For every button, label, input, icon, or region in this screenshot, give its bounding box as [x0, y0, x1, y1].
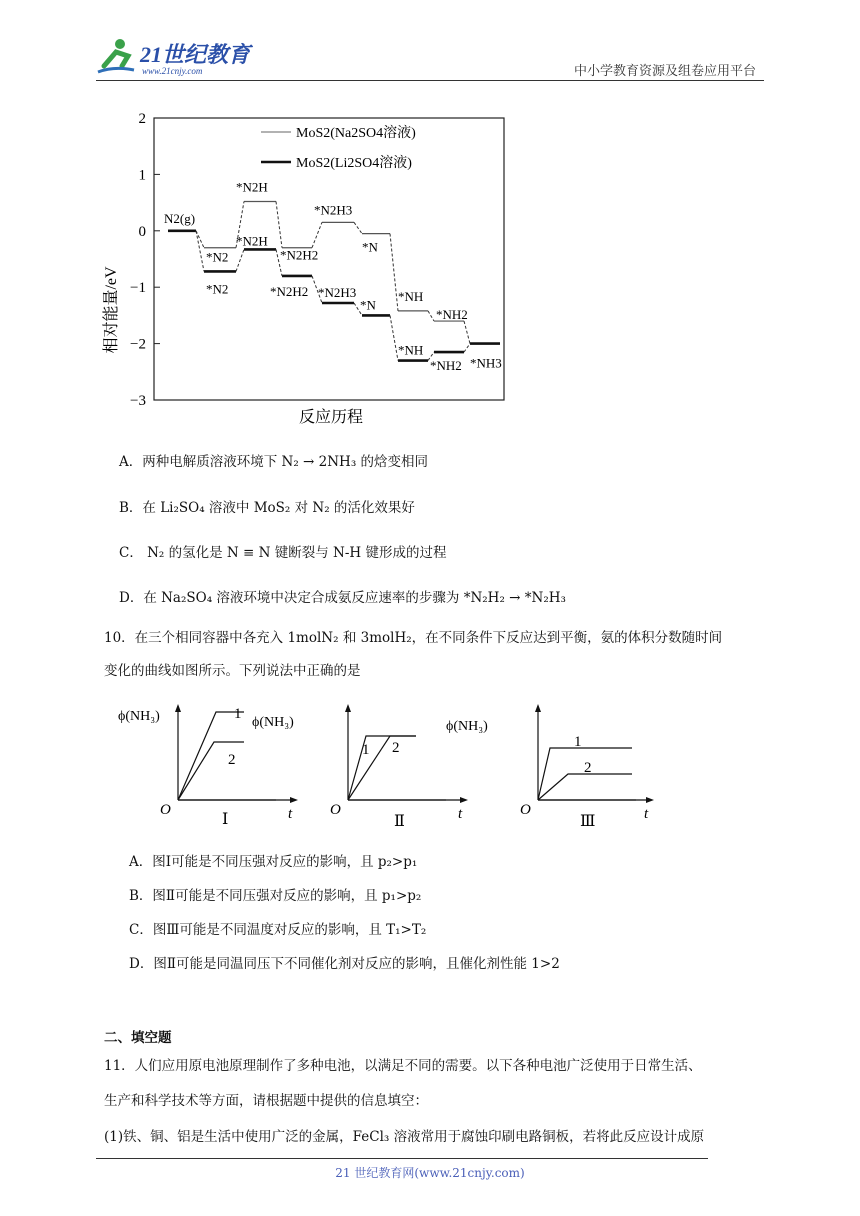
curve-2-label: 2 — [392, 740, 400, 756]
transition-line — [196, 231, 204, 272]
q10-option-d: D．图Ⅱ可能是同温同压下不同催化剂对反应的影响，且催化剂性能 1>2 — [129, 956, 560, 972]
logo-text: 21世纪教育 — [140, 42, 251, 67]
y-axis-arrow — [345, 704, 351, 712]
level-label: *N2H — [236, 179, 268, 195]
q10-option-b: B．图Ⅱ可能是不同压强对反应的影响，且 p₁>p₂ — [129, 888, 422, 904]
transition-line — [354, 222, 362, 233]
curve-2-label: 2 — [584, 760, 592, 776]
q9-option-b: B．在 Li₂SO₄ 溶液中 MoS₂ 对 N₂ 的活化效果好 — [119, 500, 415, 516]
q10-option-a: A．图Ⅰ可能是不同压强对反应的影响，且 p₂>p₁ — [129, 854, 418, 870]
curve-1-label: 1 — [362, 742, 370, 758]
x-axis-arrow — [460, 797, 468, 803]
level-label: *N2 — [206, 249, 229, 265]
level-label: *N2H2 — [280, 247, 319, 263]
y-axis-label: 相对能量/eV — [103, 266, 120, 354]
q10-stem-line1: 10．在三个相同容器中各充入 1molN₂ 和 3molH₂，在不同条件下反应达到平衡，氨的体积分数随时间 — [104, 630, 723, 646]
x-axis-arrow — [646, 797, 654, 803]
curve-2 — [178, 742, 244, 800]
level-label: *NH2 — [430, 358, 462, 374]
footer-link[interactable]: 21 世纪教育网(www.21cnjy.com) — [335, 1166, 525, 1180]
q11-line1: 11．人们应用原电池原理制作了多种电池，以满足不同的需要。以下各种电池广泛使用于日常生活、 — [104, 1058, 702, 1074]
level-label: *NH — [398, 342, 424, 358]
level-label: *N2H — [236, 233, 268, 249]
q10-graphs — [110, 698, 670, 838]
curve-1-label: 1 — [234, 706, 242, 722]
y-tick-label: 0 — [138, 223, 146, 240]
y-tick-label: −3 — [130, 393, 146, 409]
legend-entry: MoS2(Na2SO4溶液) — [296, 126, 416, 141]
x-axis-label: 反应历程 — [298, 409, 364, 426]
x-axis-arrow — [290, 797, 298, 803]
origin-label: O — [330, 802, 341, 818]
q9-option-a: A．两种电解质溶液环境下 N₂ → 2NH₃ 的焓变相同 — [119, 454, 429, 470]
transition-line — [390, 234, 398, 311]
transition-line — [196, 231, 204, 248]
section-heading: 二、填空题 — [104, 1030, 172, 1046]
transition-line — [428, 311, 434, 321]
graph-roman-label: Ⅲ — [580, 813, 596, 830]
level-label: *NH3 — [470, 355, 502, 371]
y-axis-arrow — [535, 704, 541, 712]
y-axis-label: ϕ(NH₃) — [118, 709, 160, 724]
energy-diagram — [96, 104, 516, 434]
origin-label: O — [520, 802, 531, 818]
y-tick-label: 2 — [138, 111, 146, 127]
q9-option-c: C． N₂ 的氢化是 N ≡ N 键断裂与 N-H 键形成的过程 — [119, 545, 447, 561]
x-axis-label: t — [644, 806, 649, 822]
q11-line2: 生产和科学技术等方面，请根据题中提供的信息填空： — [104, 1093, 428, 1109]
footer-divider — [96, 1158, 708, 1159]
legend-entry: MoS2(Li2SO4溶液) — [296, 156, 412, 171]
y-axis-label: ϕ(NH₃) — [252, 715, 294, 730]
x-axis-label: t — [288, 806, 293, 822]
header-platform-text: 中小学教育资源及组卷应用平台 — [573, 64, 756, 79]
q9-option-d: D．在 Na₂SO₄ 溶液环境中决定合成氨反应速率的步骤为 *N₂H₂ → *N₂H₃ — [119, 590, 566, 606]
level-label: N2(g) — [164, 210, 196, 226]
transition-line — [464, 344, 470, 352]
level-label: *N2H3 — [314, 202, 353, 218]
logo-url: www.21cnjy.com — [142, 66, 203, 76]
origin-label: O — [160, 802, 171, 818]
q11-line3: (1)铁、铜、铝是生活中使用广泛的金属，FeCl₃ 溶液常用于腐蚀印刷电路铜板，若将此反应设计成原 — [104, 1129, 705, 1145]
curve-1-label: 1 — [574, 734, 582, 750]
transition-line — [236, 249, 244, 271]
graph-roman-label: Ⅰ — [222, 811, 229, 828]
curve-2 — [348, 736, 416, 800]
transition-line — [390, 315, 398, 360]
site-logo — [94, 36, 264, 78]
transition-line — [276, 201, 282, 247]
level-label: *N — [362, 239, 378, 255]
y-tick-label: 1 — [138, 167, 146, 184]
level-label: *N — [360, 297, 376, 313]
level-label: *NH — [398, 288, 424, 304]
q10-stem-line2: 变化的曲线如图所示。下列说法中正确的是 — [104, 663, 361, 679]
runner-icon — [98, 39, 134, 72]
transition-line — [464, 321, 470, 344]
y-tick-label: −1 — [130, 280, 146, 297]
transition-line — [312, 222, 322, 247]
y-axis-label: ϕ(NH₃) — [446, 719, 488, 734]
graph-roman-label: Ⅱ — [394, 813, 405, 830]
x-axis-label: t — [458, 806, 463, 822]
header-divider — [96, 80, 764, 81]
y-tick-label: −2 — [130, 336, 146, 353]
curve-2-label: 2 — [228, 752, 236, 768]
curve-2 — [538, 774, 632, 800]
level-label: *N2H3 — [318, 284, 357, 300]
level-label: *N2 — [206, 281, 229, 297]
curve-1 — [348, 736, 416, 800]
q10-option-c: C．图Ⅲ可能是不同温度对反应的影响，且 T₁>T₂ — [129, 922, 427, 938]
y-axis-arrow — [175, 704, 181, 712]
level-label: *NH2 — [436, 307, 468, 323]
level-label: *N2H2 — [270, 283, 309, 299]
